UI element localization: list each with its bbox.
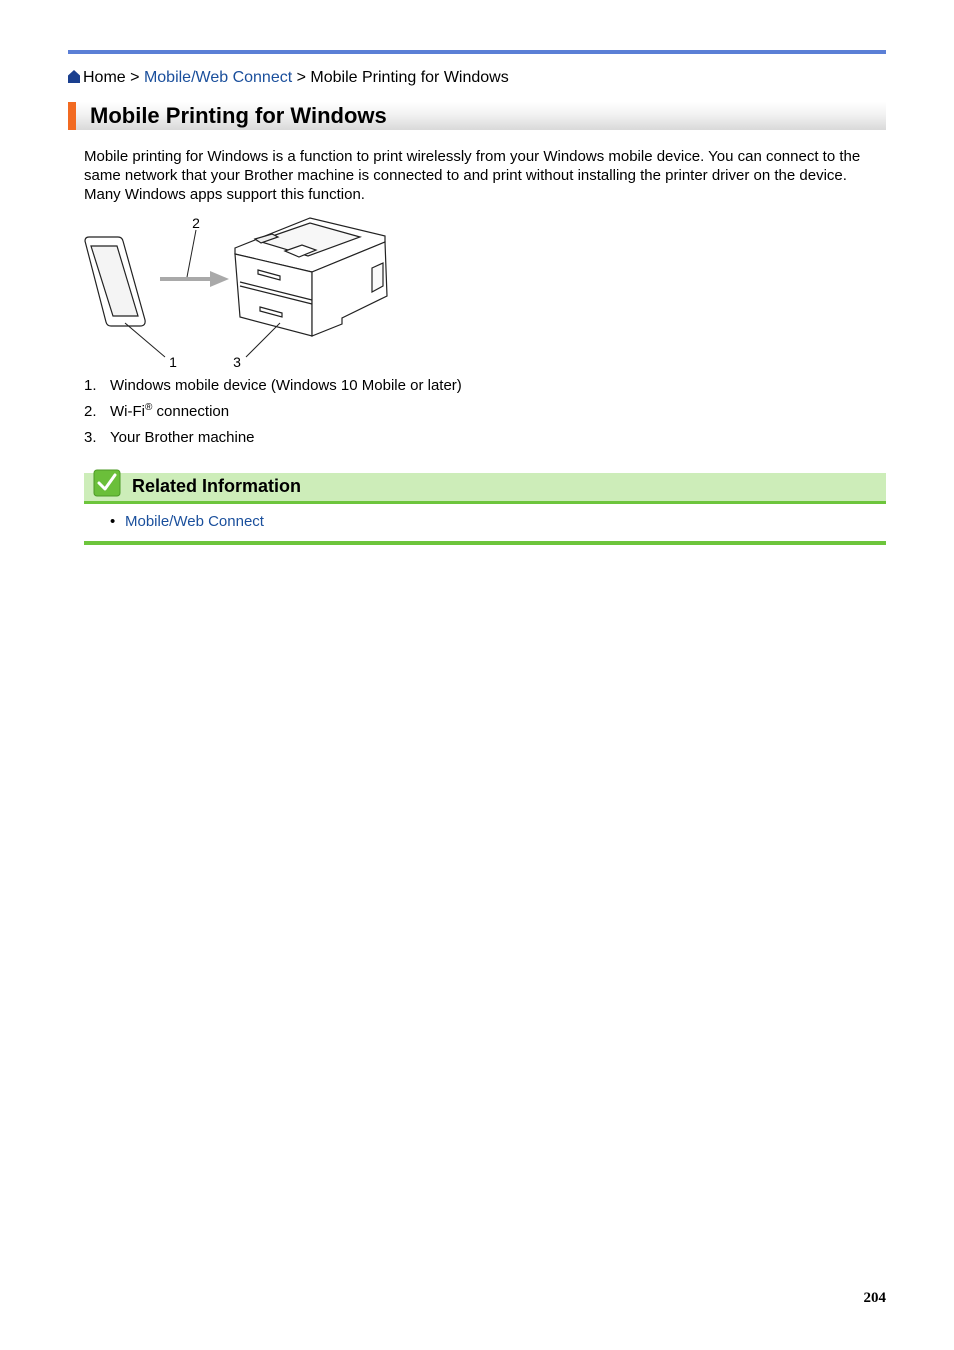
breadcrumb-separator: > bbox=[296, 69, 306, 86]
related-information-header bbox=[84, 473, 886, 504]
registered-mark: ® bbox=[144, 402, 153, 413]
mobile-printing-illustration bbox=[80, 210, 400, 375]
list-item: 3. Your Brother machine bbox=[84, 429, 255, 446]
related-bottom-rule bbox=[84, 541, 886, 545]
callout-label-2: 2 bbox=[192, 215, 200, 231]
related-links-list bbox=[110, 512, 264, 531]
checkmark-icon bbox=[93, 469, 121, 497]
breadcrumb-home[interactable]: Home bbox=[83, 69, 126, 86]
related-information-heading: Related Information bbox=[132, 476, 302, 496]
intro-paragraph: Mobile printing for Windows is a function to print wirelessly from your Windows mobile device. You can connect to the same network that your Brother machine is connected to and print without installing the printer driver on the device. Many Windows apps support this function. bbox=[84, 148, 861, 203]
page-title-bar bbox=[68, 102, 886, 130]
top-rule bbox=[68, 50, 886, 54]
list-item: 1. Windows mobile device (Windows 10 Mobile or later) bbox=[84, 377, 462, 394]
callout-label-1: 1 bbox=[169, 354, 177, 370]
callout-label-3: 3 bbox=[233, 354, 241, 370]
home-icon[interactable] bbox=[68, 70, 80, 83]
breadcrumb-link-mobile-web-connect[interactable]: Mobile/Web Connect bbox=[143, 69, 293, 86]
steps-list bbox=[84, 376, 462, 454]
breadcrumb bbox=[68, 68, 509, 88]
list-item: 2. Wi-Fi® connection bbox=[84, 402, 230, 420]
page-number: 204 bbox=[863, 1290, 886, 1306]
title-accent bbox=[68, 102, 76, 130]
printer-illustration bbox=[235, 218, 387, 336]
list-item bbox=[110, 512, 264, 531]
breadcrumb-current: Mobile Printing for Windows bbox=[310, 69, 509, 86]
breadcrumb-separator: > bbox=[130, 69, 140, 86]
related-link-mobile-web-connect[interactable]: Mobile/Web Connect bbox=[125, 513, 264, 530]
wifi-arrow bbox=[160, 271, 229, 287]
page-title: Mobile Printing for Windows bbox=[90, 103, 387, 128]
phone-illustration bbox=[85, 237, 145, 326]
